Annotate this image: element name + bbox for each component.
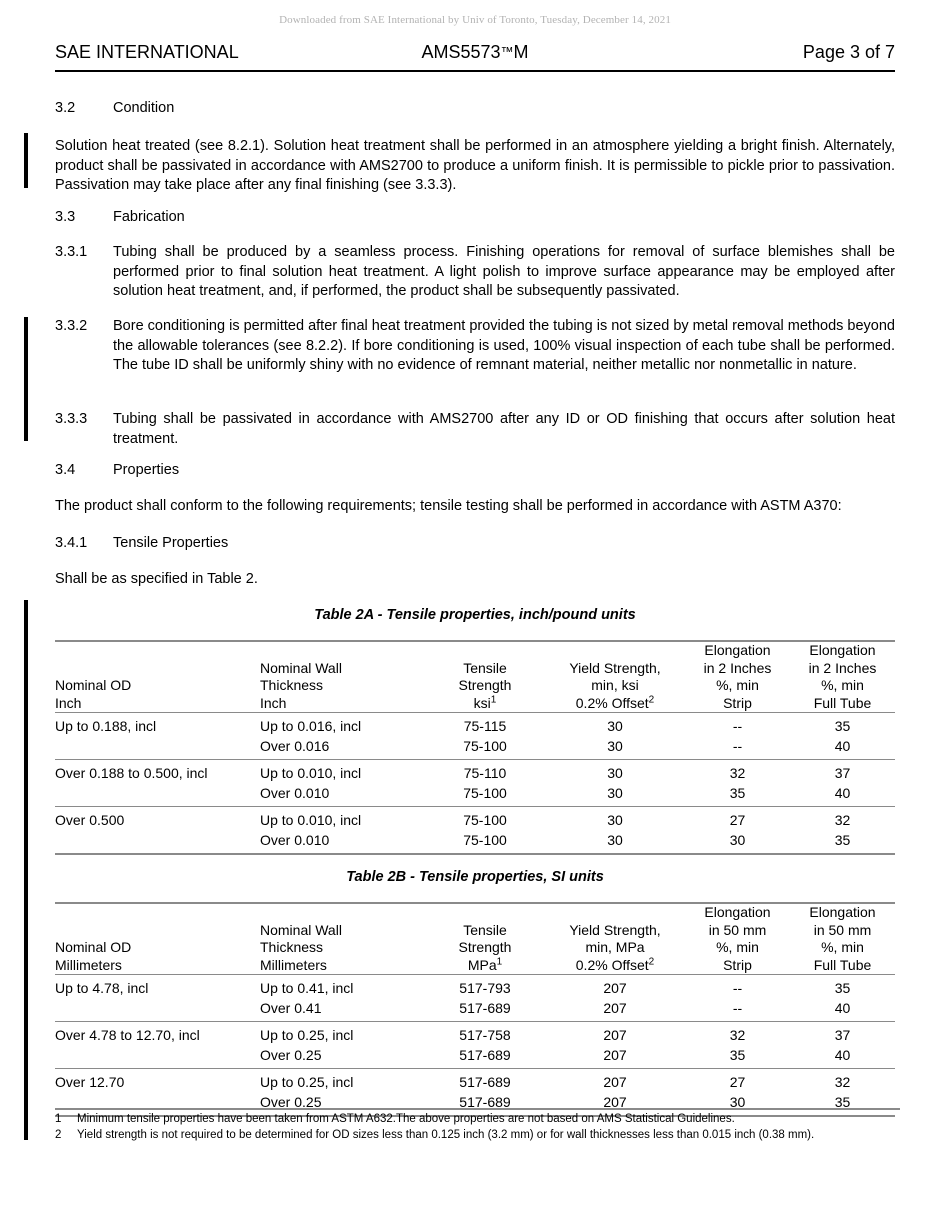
cell-wall: Up to 0.010, incl (260, 765, 362, 781)
heading-3-3-title: Fabrication (113, 209, 185, 225)
column-header-line: Yield Strength, (569, 921, 661, 938)
cell-wall: Over 0.25 (260, 1047, 322, 1063)
cell-wall: Up to 0.41, incl (260, 980, 354, 996)
cell-wall: Over 0.016 (260, 738, 330, 754)
column-header-line: Thickness (260, 939, 324, 955)
table-row (55, 975, 895, 999)
column-header-line: Elongation (809, 904, 876, 920)
cell-nominal-od (55, 783, 260, 807)
column-header-line: in 50 mm (708, 921, 767, 938)
table-row (55, 783, 895, 807)
cell-elong-strip: -- (732, 718, 743, 734)
column-header-line: Strength (458, 939, 512, 955)
table-2a-header-row (55, 641, 895, 713)
column-header-line: ksi$^1$ (473, 693, 497, 711)
table-row (55, 713, 895, 737)
cell-tensile: 517-689 (459, 1000, 511, 1016)
table-2a-head (55, 641, 895, 713)
heading-3-4-1-number: 3.4.1 (55, 535, 88, 551)
cell-yield: 207 (603, 1074, 627, 1090)
column-header-line: 0.2% Offset$^2$ (575, 955, 655, 973)
column-header-line: Strip (723, 956, 752, 973)
table-2a-body (55, 713, 895, 855)
column-header-line: Full Tube (813, 956, 872, 973)
cell-yield: 30 (607, 785, 623, 801)
cell-nominal-od (55, 998, 260, 1022)
paragraph-3-3-3-number: 3.3.3 (55, 411, 88, 427)
table-footnotes (55, 1108, 900, 1143)
column-header-3 (545, 903, 685, 975)
column-header-line: Strip (723, 694, 752, 711)
column-header-line: Elongation (704, 642, 771, 658)
column-header-line: Elongation (809, 642, 876, 658)
table-row (55, 1045, 895, 1069)
column-header-line: 0.2% Offset$^2$ (575, 693, 655, 711)
cell-yield: 207 (603, 1047, 627, 1063)
column-header-1 (260, 903, 425, 975)
column-header-line: Nominal Wall (260, 921, 342, 938)
cell-wall: Up to 0.25, incl (260, 1027, 354, 1043)
column-header-line: min, MPa (585, 939, 645, 955)
cell-tensile: 517-689 (459, 1047, 511, 1063)
column-header-5 (790, 903, 895, 975)
cell-wall: Over 0.010 (260, 832, 330, 848)
column-header-line: %, min (716, 939, 759, 955)
table-2b-body (55, 975, 895, 1117)
cell-elong-full: 40 (834, 785, 851, 801)
column-header-line: in 2 Inches (703, 659, 772, 676)
column-header-2 (425, 641, 545, 713)
column-header-line: %, min (821, 677, 864, 693)
cell-wall: Over 0.25 (260, 1094, 322, 1110)
cell-elong-strip: 30 (729, 832, 746, 848)
cell-wall: Up to 0.010, incl (260, 812, 362, 828)
header-page-number: Page 3 of 7 (802, 42, 895, 62)
paragraph-3-3-3 (55, 410, 895, 449)
header-doc-base: AMS5573 (421, 42, 501, 62)
cell-elong-strip: -- (732, 738, 743, 754)
table-row (55, 760, 895, 784)
cell-nominal-od (55, 830, 260, 854)
header-document-number (55, 42, 895, 63)
table-row (55, 1022, 895, 1046)
column-header-1 (260, 641, 425, 713)
column-header-line: Inch (260, 694, 287, 711)
cell-elong-full: 35 (834, 1094, 851, 1110)
heading-3-2 (55, 99, 895, 119)
footnote-marker: 2 (648, 955, 655, 967)
table-row (55, 830, 895, 854)
cell-elong-strip: -- (732, 980, 743, 996)
column-header-line: Tensile (463, 659, 507, 676)
column-header-line: Strength (458, 677, 512, 693)
cell-tensile: 75-100 (463, 832, 507, 848)
column-header-0 (55, 903, 260, 975)
page-header (55, 42, 895, 72)
column-header-5 (790, 641, 895, 713)
heading-3-4 (55, 461, 895, 481)
table-2a (55, 640, 895, 855)
table-2a-caption: Table 2A - Tensile properties, inch/pound units (314, 607, 636, 623)
column-header-line: %, min (716, 677, 759, 693)
column-header-4 (685, 641, 790, 713)
cell-elong-full: 40 (834, 1047, 851, 1063)
cell-elong-full: 35 (834, 832, 851, 848)
column-header-line: Yield Strength, (569, 659, 661, 676)
footnote-marker: 1 (490, 693, 497, 705)
cell-elong-strip: 32 (729, 1027, 746, 1043)
column-header-line: Nominal OD (55, 677, 132, 693)
footnote-text: Minimum tensile properties have been taken from ASTM A632.The above properties are not based on AMS Statistical Guidelines. (77, 1113, 735, 1125)
cell-nominal-od: Over 0.500 (55, 812, 125, 828)
cell-yield: 30 (607, 765, 623, 781)
column-header-0 (55, 641, 260, 713)
cell-elong-full: 35 (834, 980, 851, 996)
heading-3-4-1 (55, 534, 895, 554)
column-header-line: Nominal Wall (260, 659, 342, 676)
cell-elong-full: 35 (834, 718, 851, 734)
cell-tensile: 517-689 (459, 1094, 511, 1110)
trademark-icon: ™ (500, 44, 514, 59)
header-organization: SAE INTERNATIONAL (55, 42, 239, 62)
cell-wall: Over 0.41 (260, 1000, 322, 1016)
cell-tensile: 517-793 (459, 980, 511, 996)
column-header-line: Inch (55, 694, 82, 711)
table-row (55, 807, 895, 831)
cell-elong-strip: 27 (729, 812, 746, 828)
table-2b-caption: Table 2B - Tensile properties, SI units (346, 869, 604, 885)
paragraph-3-2-body: Solution heat treated (see 8.2.1). Solution heat treatment shall be performed in an atmosphere yielding a bright finish. Alternately, product shall be passivated in accordance with AMS2700 to produce a uniform finish. It is permissible to pickle prior to passivation. Passivation may take place after any final finishing (see 3.3.3). (55, 138, 895, 193)
cell-yield: 30 (607, 738, 623, 754)
cell-elong-strip: 27 (729, 1074, 746, 1090)
column-header-line: in 2 Inches (808, 659, 877, 676)
column-header-line: Full Tube (813, 694, 872, 711)
paragraph-3-3-1-number: 3.3.1 (55, 244, 88, 260)
heading-3-4-number: 3.4 (55, 462, 76, 478)
column-header-line: Nominal OD (55, 939, 132, 955)
paragraph-3-3-3-body: Tubing shall be passivated in accordance with AMS2700 after any ID or OD finishing that occurs after solution heat treatment. (113, 411, 895, 447)
cell-yield: 207 (603, 1000, 627, 1016)
cell-nominal-od: Over 0.188 to 0.500, incl (55, 765, 208, 781)
cell-elong-strip: 35 (729, 1047, 746, 1063)
paragraph-3-3-1-body: Tubing shall be produced by a seamless process. Finishing operations for removal of surface blemishes shall be performed prior to final solution heat treatment. A light polish to improve surface appearance may be employed after solution heat treatment, and, if performed, the product shall be subsequently passivated. (113, 244, 895, 299)
cell-yield: 207 (603, 1094, 627, 1110)
cell-tensile: 517-689 (459, 1074, 511, 1090)
cell-tensile: 75-100 (463, 812, 507, 828)
cell-tensile: 75-110 (463, 765, 507, 781)
column-header-line: in 50 mm (813, 921, 872, 938)
header-doc-revision: M (513, 42, 529, 62)
cell-elong-strip: 35 (729, 785, 746, 801)
column-header-line: min, ksi (591, 677, 639, 693)
column-header-line: Tensile (463, 921, 507, 938)
change-bar-tables (24, 600, 28, 1140)
cell-nominal-od (55, 1045, 260, 1069)
paragraph-3-3-1 (55, 243, 895, 302)
heading-3-4-title: Properties (113, 462, 180, 478)
paragraph-3-3-2-body: Bore conditioning is permitted after final heat treatment provided the tubing is not sized by metal removal methods beyond the allowable tolerances (see 8.2.2). If bore conditioning is used, 100% visual inspection of each tube shall be performed. The tube ID shall be uniformly shiny with no evidence of remnant material, neither metallic nor nonmetallic in nature. (113, 318, 895, 373)
cell-wall: Over 0.010 (260, 785, 330, 801)
column-header-line: %, min (821, 939, 864, 955)
footnote-text: Yield strength is not required to be determined for OD sizes less than 0.125 inch (3.2 mm) or for wall thicknesses less than 0.015 inch (0.38 mm). (77, 1128, 815, 1141)
footnote-marker: 2 (648, 693, 655, 705)
cell-nominal-od: Up to 0.188, incl (55, 718, 157, 734)
column-header-line: Millimeters (260, 956, 327, 973)
footnote-item (55, 1128, 900, 1144)
cell-nominal-od: Up to 4.78, incl (55, 980, 149, 996)
column-header-2 (425, 903, 545, 975)
cell-tensile: 517-758 (459, 1027, 511, 1043)
cell-elong-full: 40 (834, 1000, 851, 1016)
footnote-number: 1 (55, 1113, 62, 1125)
cell-yield: 30 (607, 832, 623, 848)
table-row (55, 1069, 895, 1093)
heading-3-2-title: Condition (113, 100, 175, 116)
cell-elong-full: 40 (834, 738, 851, 754)
cell-elong-strip: -- (732, 1000, 743, 1016)
cell-nominal-od: Over 12.70 (55, 1074, 125, 1090)
column-header-4 (685, 903, 790, 975)
cell-wall: Up to 0.25, incl (260, 1074, 354, 1090)
cell-yield: 30 (607, 812, 623, 828)
paragraph-3-4-body: The product shall conform to the following requirements; tensile testing shall be performed in accordance with ASTM A370: (55, 498, 842, 514)
cell-tensile: 75-100 (463, 738, 507, 754)
table-2b (55, 902, 895, 1117)
heading-3-3 (55, 208, 895, 228)
table-row (55, 998, 895, 1022)
paragraph-3-3-2-number: 3.3.2 (55, 318, 88, 334)
cell-elong-strip: 32 (729, 765, 746, 781)
table-2b-head (55, 903, 895, 975)
footnote-number: 2 (55, 1128, 62, 1141)
cell-yield: 30 (607, 718, 623, 734)
cell-yield: 207 (603, 1027, 627, 1043)
change-bar-section-32 (24, 133, 28, 188)
cell-wall: Up to 0.016, incl (260, 718, 362, 734)
table-row (55, 736, 895, 760)
cell-elong-full: 37 (834, 1027, 851, 1043)
table-2b-header-row (55, 903, 895, 975)
heading-3-2-number: 3.2 (55, 100, 76, 116)
cell-elong-strip: 30 (729, 1094, 746, 1110)
column-header-3 (545, 641, 685, 713)
paragraph-3-4-1-body: Shall be as specified in Table 2. (55, 571, 258, 587)
footnote-marker: 1 (496, 955, 503, 967)
column-header-line: Thickness (260, 677, 324, 693)
column-header-line: Millimeters (55, 956, 122, 973)
cell-nominal-od (55, 736, 260, 760)
cell-elong-full: 37 (834, 765, 851, 781)
cell-elong-full: 32 (834, 812, 851, 828)
cell-tensile: 75-115 (463, 718, 507, 734)
cell-yield: 207 (603, 980, 627, 996)
download-watermark: Downloaded from SAE International by Univ of Toronto, Tuesday, December 14, 2021 (279, 14, 671, 26)
heading-3-3-number: 3.3 (55, 209, 76, 225)
cell-elong-full: 32 (834, 1074, 851, 1090)
cell-tensile: 75-100 (463, 785, 507, 801)
cell-nominal-od: Over 4.78 to 12.70, incl (55, 1027, 200, 1043)
column-header-line: Elongation (704, 904, 771, 920)
footnote-item (55, 1112, 900, 1128)
change-bar-section-332-333 (24, 317, 28, 441)
column-header-line: MPa$^1$ (467, 955, 503, 973)
heading-3-4-1-title: Tensile Properties (113, 535, 229, 551)
paragraph-3-3-2 (55, 317, 895, 376)
